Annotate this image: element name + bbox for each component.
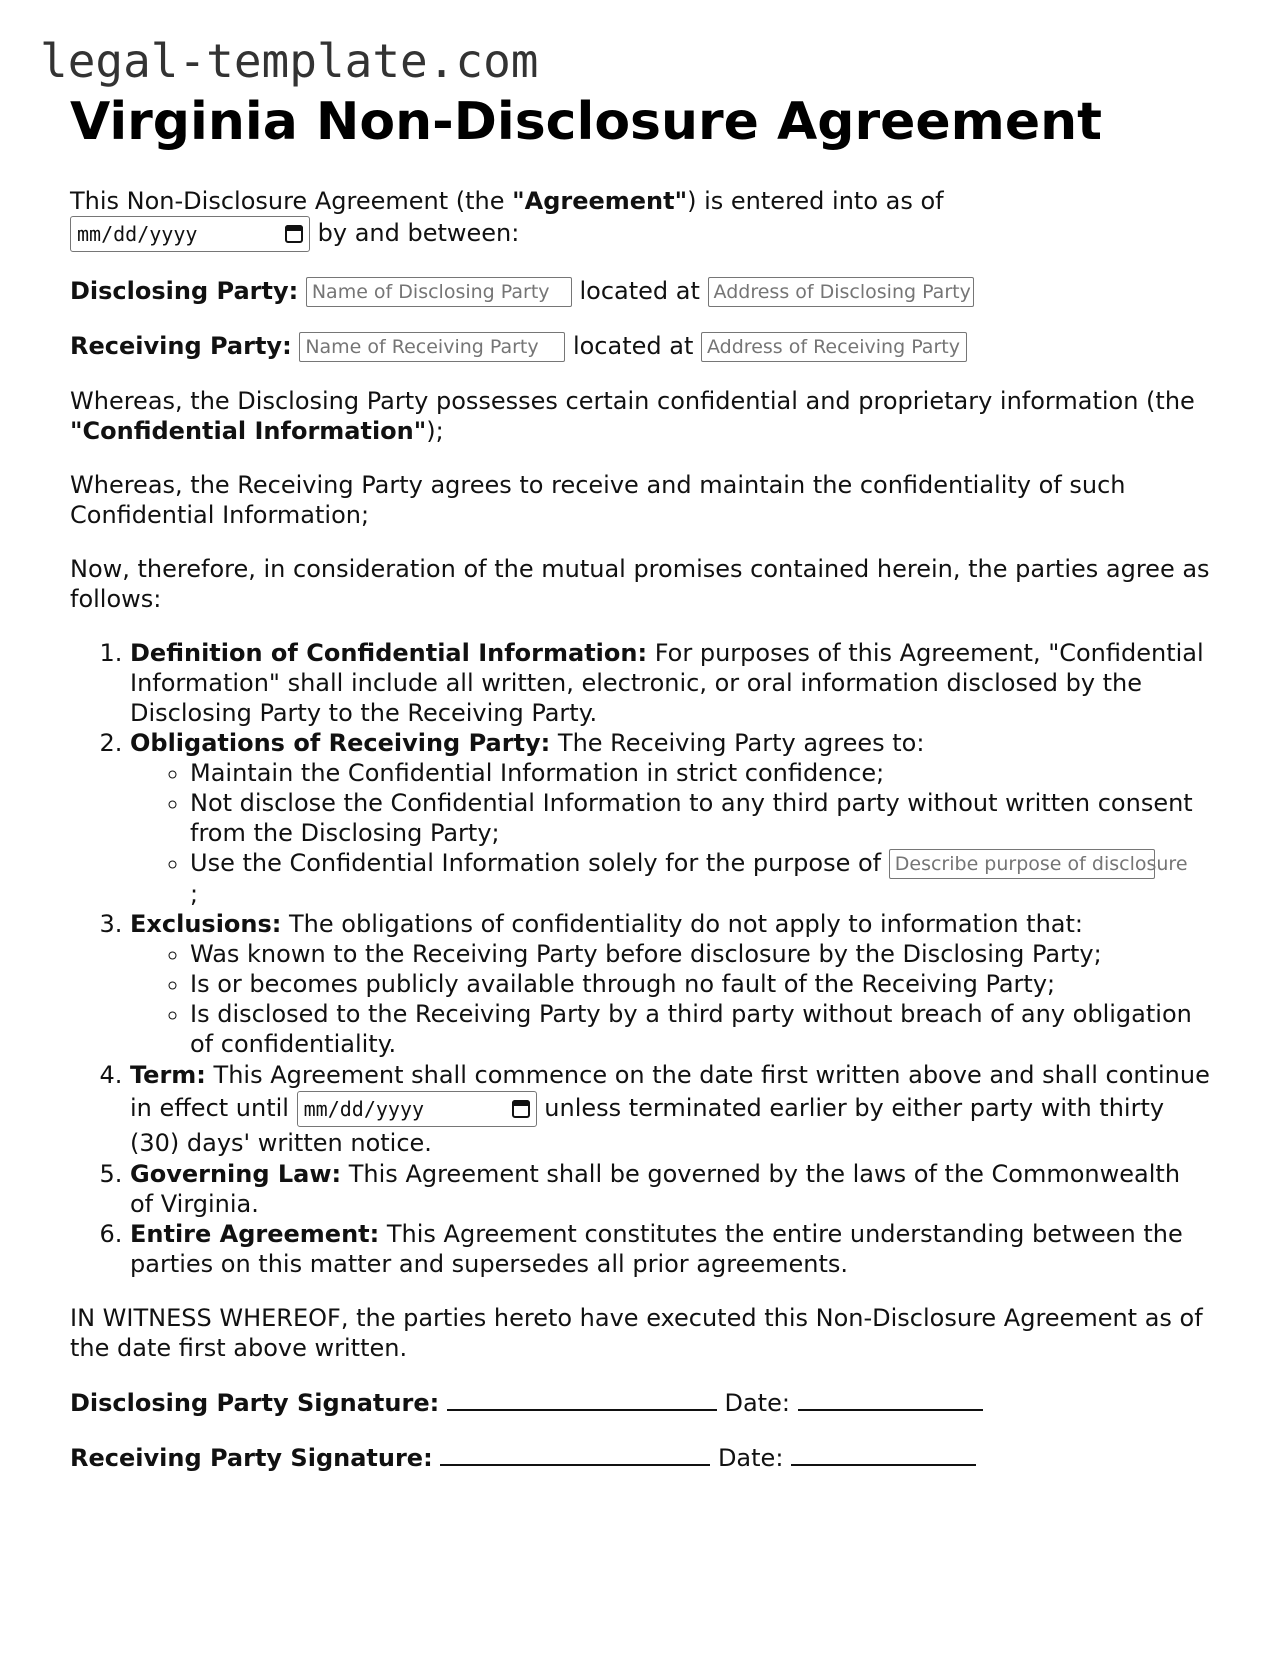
confidential-information-term: "Confidential Information" — [70, 417, 427, 445]
term-end-date-input[interactable] — [297, 1091, 537, 1127]
clause-text: For purposes of this Agreement, "Confidential Information" shall include all written, electronic, or oral information disclosed by the Disclosing Party to the Receiving Party. — [130, 639, 1204, 727]
disclosing-date-line[interactable] — [798, 1387, 983, 1411]
list-item: ◦ Maintain the Confidential Information in strict confidence; — [190, 758, 1210, 788]
clause-obligations — [130, 728, 1210, 909]
agreement-date-input[interactable] — [70, 216, 310, 252]
clause-heading: Definition of Confidential Information: — [130, 639, 648, 667]
clause-exclusions — [130, 909, 1210, 1059]
whereas-1-end: ); — [426, 417, 444, 445]
clause-text: This Agreement constitutes the entire understanding between the parties on this matter and supersedes all prior agreements. — [130, 1220, 1183, 1278]
clause-text-after: unless terminated earlier by either party with thirty (30) days' written notice. — [130, 1094, 1165, 1157]
witness-paragraph: IN WITNESS WHEREOF, the parties hereto have executed this Non-Disclosure Agreement as of the date first above written. — [70, 1304, 1203, 1362]
date-label: Date: — [724, 1389, 790, 1417]
receiving-party-row — [70, 331, 1210, 362]
now-therefore-paragraph: Now, therefore, in consideration of the mutual promises contained herein, the parties agree as follows: — [70, 555, 1210, 613]
term-date-placeholder: mm/dd/yyyy — [303, 1097, 425, 1121]
calendar-icon[interactable] — [512, 1100, 530, 1118]
receiving-signature-row — [70, 1442, 1210, 1473]
list-item: ◦ Is or becomes publicly available through no fault of the Receiving Party; — [190, 969, 1210, 999]
agreement-term: "Agreement" — [512, 187, 688, 215]
whereas-1-text: Whereas, the Disclosing Party possesses certain confidential and proprietary information (the — [70, 387, 1195, 415]
intro-paragraph — [70, 186, 1210, 252]
purpose-text: Use the Confidential Information solely for the purpose of — [190, 849, 882, 877]
disclosing-party-address-input[interactable]: Address of Disclosing Party — [708, 277, 974, 307]
site-watermark: legal-template.com — [40, 34, 539, 88]
list-item — [190, 848, 1210, 909]
clause-text: The Receiving Party agrees to: — [550, 729, 925, 757]
disclosing-party-label: Disclosing Party: — [70, 277, 299, 305]
clause-entire-agreement — [130, 1219, 1210, 1279]
clause-text: The obligations of confidentiality do not apply to information that: — [281, 910, 1083, 938]
disclosing-signature-row — [70, 1387, 1210, 1418]
clause-text: This Agreement shall be governed by the laws of the Commonwealth of Virginia. — [130, 1160, 1181, 1218]
clause-term — [130, 1059, 1210, 1159]
receiving-signature-line[interactable] — [440, 1442, 710, 1466]
clause-heading: Entire Agreement: — [130, 1220, 380, 1248]
clause-heading: Term: — [130, 1061, 206, 1089]
clauses-list — [70, 638, 1210, 1279]
list-item: ◦ Is disclosed to the Receiving Party by a third party without breach of any obligation of confidentiality. — [190, 999, 1210, 1059]
disclosing-party-row — [70, 276, 1210, 307]
clause-heading: Obligations of Receiving Party: — [130, 729, 551, 757]
clause-heading: Governing Law: — [130, 1160, 342, 1188]
purpose-input[interactable]: Describe purpose of disclosure — [889, 849, 1155, 879]
obligations-list — [130, 758, 1210, 909]
whereas-paragraph-2: Whereas, the Receiving Party agrees to receive and maintain the confidentiality of such Confidential Information; — [70, 471, 1126, 529]
receiving-signature-label: Receiving Party Signature: — [70, 1444, 433, 1472]
whereas-paragraph-1 — [70, 386, 1210, 446]
agreement-date-placeholder: mm/dd/yyyy — [77, 222, 198, 246]
clause-definition — [130, 638, 1210, 728]
intro-text-3: by and between: — [317, 219, 520, 247]
date-label: Date: — [717, 1444, 784, 1472]
disclosing-signature-line[interactable] — [447, 1387, 717, 1411]
receiving-date-line[interactable] — [791, 1442, 976, 1466]
receiving-party-label: Receiving Party: — [70, 332, 292, 360]
list-item: ◦ Was known to the Receiving Party before disclosure by the Disclosing Party; — [190, 939, 1210, 969]
disclosing-party-name-input[interactable]: Name of Disclosing Party — [306, 277, 572, 307]
list-item: ◦ Not disclose the Confidential Information to any third party without written consent from the Disclosing Party; — [190, 788, 1210, 848]
receiving-party-name-input[interactable]: Name of Receiving Party — [299, 332, 565, 362]
disclosing-signature-label: Disclosing Party Signature: — [70, 1389, 440, 1417]
exclusions-list — [130, 939, 1210, 1059]
intro-text: This Non-Disclosure Agreement (the — [70, 187, 513, 215]
clause-governing-law — [130, 1159, 1210, 1219]
purpose-end: ; — [190, 880, 199, 908]
page-title: Virginia Non-Disclosure Agreement — [70, 92, 1103, 152]
receiving-party-address-input[interactable]: Address of Receiving Party — [701, 332, 967, 362]
agreement-document — [70, 92, 1210, 1497]
clause-heading: Exclusions: — [130, 910, 282, 938]
located-at-text: located at — [572, 332, 694, 360]
located-at-text: located at — [579, 277, 700, 305]
calendar-icon[interactable] — [285, 225, 303, 243]
clause-text: This Agreement shall commence on the date first written above and shall continue in effect until — [130, 1061, 1210, 1122]
intro-text-2: ) is entered into as of — [687, 187, 944, 215]
